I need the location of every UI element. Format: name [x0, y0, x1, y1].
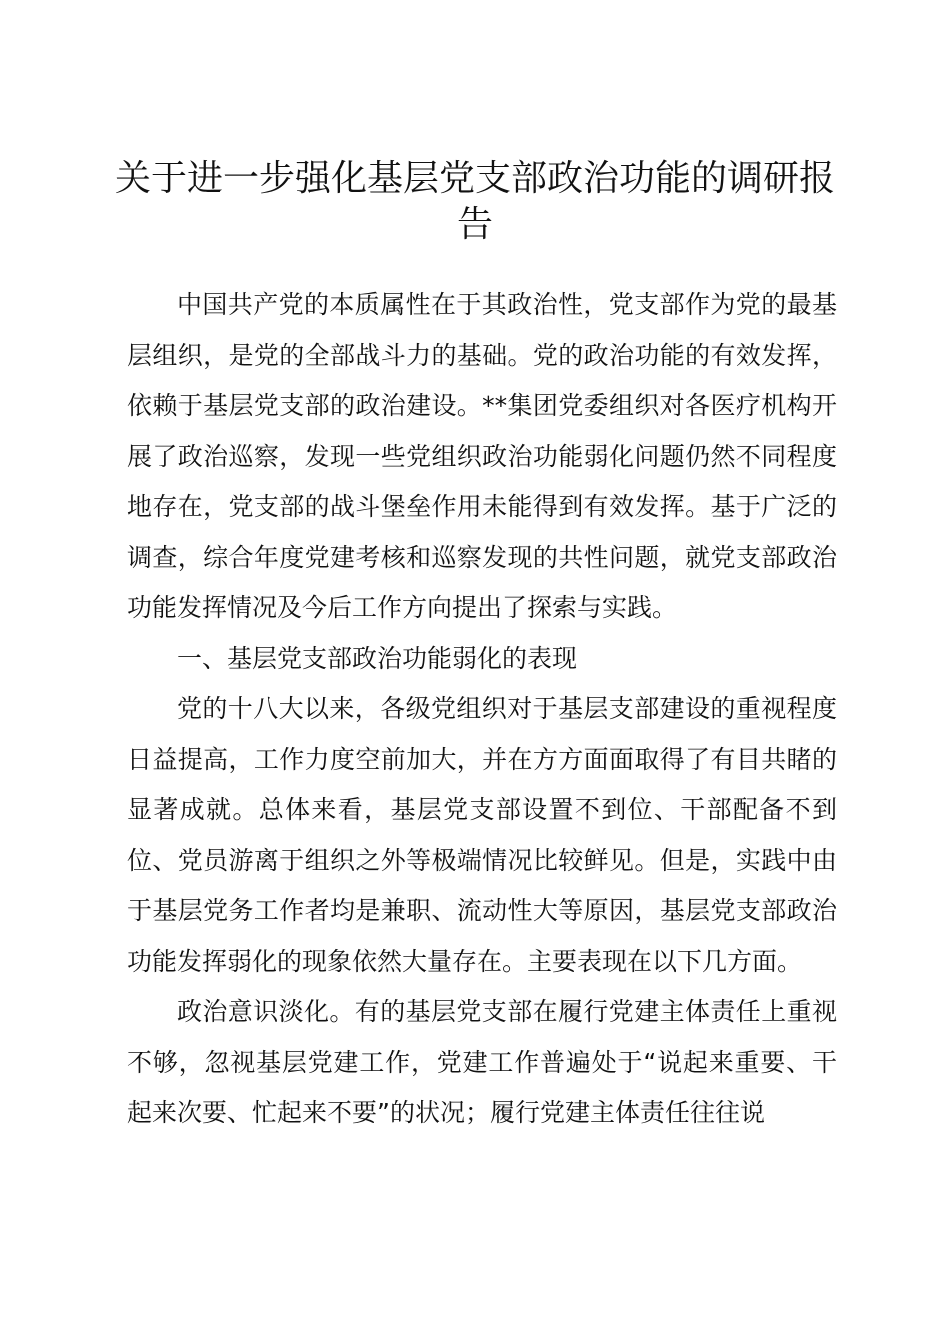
document-title: 关于进一步强化基层党支部政治功能的调研报告	[114, 158, 835, 245]
section-paragraph: 政治意识淡化。有的基层党支部在履行党建主体责任上重视不够，忽视基层党建工作，党建工作普遍处于“说起来重要、干起来次要、忙起来不要”的状况；履行党建主体责任往往说	[127, 997, 837, 1127]
document-body	[127, 280, 837, 1139]
section-heading: 一、基层党支部政治功能弱化的表现	[177, 643, 578, 673]
intro-paragraph: 中国共产党的本质属性在于其政治性，党支部作为党的最基层组织，是党的全部战斗力的基础。党的政治功能的有效发挥，依赖于基层党支部的政治建设。**集团党委组织对各医疗机构开展了政治巡察，发现一些党组织政治功能弱化问题仍然不同程度地存在，党支部的战斗堡垒作用未能得到有效发挥。基于广泛的调查，综合年度党建考核和巡察发现的共性问题，就党支部政治功能发挥情况及今后工作方向提出了探索与实践。	[127, 290, 837, 622]
section-paragraph: 党的十八大以来，各级党组织对于基层支部建设的重视程度日益提高，工作力度空前加大，并在方方面面取得了有目共睹的显著成就。总体来看，基层党支部设置不到位、干部配备不到位、党员游离于组织之外等极端情况比较鲜见。但是，实践中由于基层党务工作者均是兼职、流动性大等原因，基层党支部政治功能发挥弱化的现象依然大量存在。主要表现在以下几方面。	[127, 694, 837, 976]
